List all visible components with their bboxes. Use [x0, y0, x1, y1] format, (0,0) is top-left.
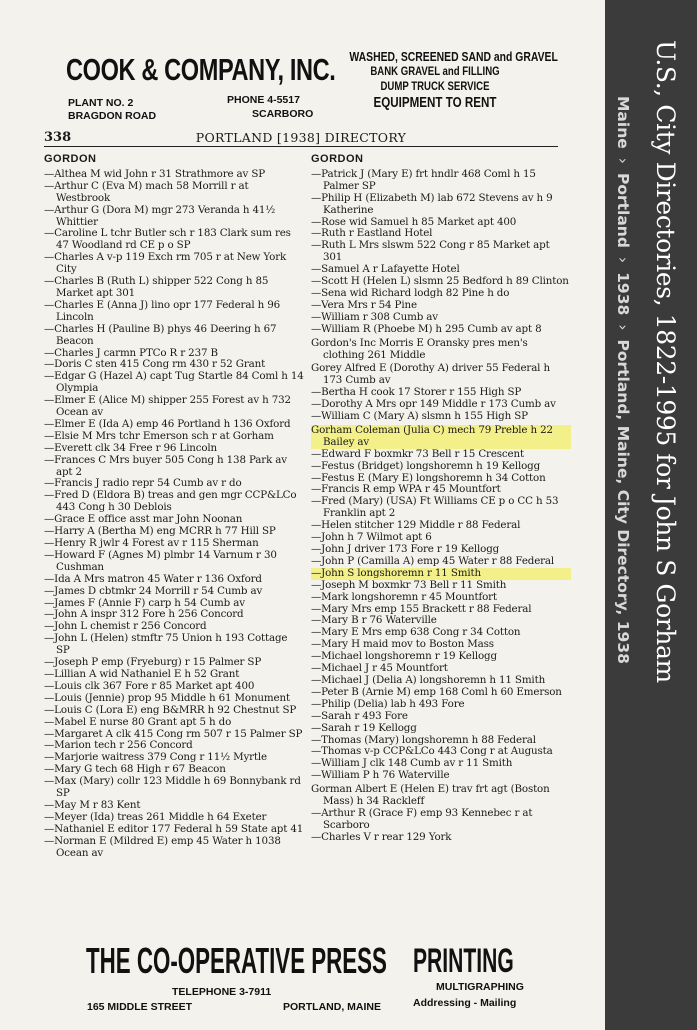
directory-entry: —Louis C (Lora E) eng B&MRR h 92 Chestnut SP [44, 703, 297, 716]
right-column [311, 154, 571, 844]
ad-address: 165 MIDDLE STREET [87, 1001, 193, 1013]
ad-printing: PRINTING [413, 942, 514, 980]
ad-press-name: THE CO-OPERATIVE PRESS [86, 940, 387, 981]
left-column [44, 154, 304, 859]
directory-entry: —Frances C Mrs buyer 505 Cong h 138 Park av apt 2 [44, 453, 287, 478]
breadcrumb [614, 96, 632, 664]
ad-service-line-4: EQUIPMENT TO RENT [373, 95, 497, 111]
directory-entry: —John L (Helen) stmftr 75 Union h 193 Cottage SP [44, 632, 288, 657]
ad-services: Addressing - Mailing [413, 997, 517, 1009]
directory-entry: —John S longshoremn r 11 Smith [311, 568, 571, 580]
directory-entry: —Elmer E (Ida A) emp 46 Portland h 136 Oxford [44, 417, 291, 430]
directory-entry: —Grace E office asst mar John Noonan [44, 513, 243, 526]
directory-entry: —Joseph M boxmkr 73 Bell r 11 Smith [311, 578, 507, 591]
breadcrumb-item-state[interactable]: Maine [614, 96, 632, 149]
directory-entry: —Charles B (Ruth L) shipper 522 Cong h 85 Market apt 301 [44, 275, 269, 299]
directory-entry: —Howard F (Agnes M) plmbr 14 Varnum r 30 Cushman [44, 548, 277, 573]
ad-road: BRAGDON ROAD [68, 110, 157, 122]
chevron-right-icon: › [614, 324, 632, 331]
directory-entry: —Mary H maid mov to Boston Mass [311, 638, 494, 651]
directory-entry: —Dorothy A Mrs opr 149 Middle r 173 Cumb av [311, 398, 556, 411]
directory-entry: —Margaret A clk 415 Cong rm 507 r 15 Palmer SP [44, 727, 303, 740]
column-heading: GORDON [44, 153, 97, 165]
directory-entry: —William R (Phoebe M) h 295 Cumb av apt 8 [311, 322, 542, 335]
directory-entry: —Charles J carmn PTCo R r 237 B [44, 346, 218, 359]
directory-entry: —Thomas v-p CCP&LCo 443 Cong r at Augusta [311, 745, 553, 758]
directory-entry: —Scott H (Helen L) slsmn 25 Bedford h 89 Clinton [311, 275, 569, 288]
ad-plant: PLANT NO. 2 [68, 97, 134, 109]
directory-entry: —Rose wid Samuel h 85 Market apt 400 [311, 215, 517, 228]
breadcrumb-item-city[interactable]: Portland [614, 172, 632, 248]
directory-entry: —John J driver 173 Fore r 19 Kellogg [311, 543, 500, 555]
directory-entry: —Arthur R (Grace F) emp 93 Kennebec r at Scarboro [311, 806, 533, 831]
directory-entry: —James F (Annie F) carp h 54 Cumb av [44, 596, 245, 609]
running-head [44, 126, 558, 147]
directory-entry: —Althea M wid John r 31 Strathmore av SP [44, 167, 266, 180]
ad-phone: PHONE 4-5517 [227, 94, 300, 106]
left-entry-list [44, 169, 304, 860]
directory-entry: —Norman E (Mildred E) emp 45 Water h 1038 Ocean av [44, 834, 281, 859]
directory-entry: —May M r 83 Kent [44, 798, 141, 811]
directory-entry: —Mary E Mrs emp 638 Cong r 34 Cotton [311, 626, 521, 639]
directory-entry: —Patrick J (Mary E) frt hndlr 468 Coml h 15 Palmer SP [311, 167, 536, 192]
directory-entry: —William C (Mary A) slsmn h 155 High SP [311, 410, 528, 423]
directory-entry: —Elsie M Mrs tchr Emerson sch r at Gorham [44, 429, 274, 442]
directory-entry: —Charles E (Anna J) lino opr 177 Federal h 96 Lincoln [44, 298, 280, 323]
directory-entry: —Festus (Bridget) longshoremn h 19 Kellogg [311, 459, 541, 472]
directory-entry: —Peter B (Arnie M) emp 168 Coml h 60 Emerson [311, 685, 562, 698]
directory-entry: Gorman Albert E (Helen E) trav frt agt (Boston Mass) h 34 Rackleff [311, 783, 550, 808]
directory-entry: Gordon's Inc Morris E Oransky pres men's clothing 261 Middle [311, 336, 528, 361]
ad-services [328, 49, 558, 112]
directory-entry: —Sarah r 19 Kellogg [311, 721, 417, 734]
directory-entry: —Marjorie waitress 379 Cong r 11½ Myrtle [44, 751, 267, 764]
chevron-right-icon: › [614, 256, 632, 264]
directory-entry: —James D cbtmkr 24 Morrill r 54 Cumb av [44, 584, 263, 597]
directory-entry: —Philip (Delia) lab h 493 Fore [311, 697, 465, 710]
directory-entry: —Henry R jwlr 4 Forest av r 115 Sherman [44, 537, 259, 549]
directory-entry: —Michael J r 45 Mountfort [311, 662, 448, 675]
directory-entry: —Charles H (Pauline B) phys 46 Deering h 67 Beacon [44, 322, 277, 347]
directory-entry: —Sena wid Richard lodgh 82 Pine h do [311, 286, 510, 299]
directory-entry: —Louis clk 367 Fore r 85 Market apt 400 [44, 679, 255, 692]
right-entry-list [311, 169, 571, 844]
ad-town: SCARBORO [252, 108, 314, 120]
directory-entry: —Helen stitcher 129 Middle r 88 Federal [311, 519, 521, 532]
ad-service-line-3: DUMP TRUCK SERVICE [380, 79, 490, 93]
directory-entry: —Fred D (Eldora B) treas and gen mgr CCP&LCo 443 Cong h 30 Deblois [44, 489, 297, 514]
directory-entry: —Mary Mrs emp 155 Brackett r 88 Federal [311, 602, 532, 615]
directory-entry: —John h 7 Wilmot apt 6 [311, 531, 432, 544]
directory-entry: —Ruth r Eastland Hotel [311, 227, 433, 240]
directory-entry: —Ruth L Mrs slswm 522 Cong r 85 Market apt 301 [311, 239, 550, 264]
directory-entry: —Charles A v-p 119 Exch rm 705 r at New York City [44, 251, 287, 276]
page-number: 338 [44, 130, 72, 145]
top-advertisement [0, 0, 605, 128]
directory-entry: —Charles V r rear 129 York [311, 830, 452, 843]
directory-entry: —Arthur C (Eva M) mach 58 Morrill r at Westbrook [44, 179, 249, 204]
directory-entry: —Mary B r 76 Waterville [311, 614, 437, 627]
directory-entry: —Edgar G (Hazel A) capt Tug Startle 84 Coml h 14 Olympia [44, 370, 304, 395]
column-heading: GORDON [311, 153, 364, 165]
directory-entry: —Festus E (Mary E) longshoremn h 34 Cotton [311, 471, 546, 484]
directory-entry: —Mabel E nurse 80 Grant apt 5 h do [44, 715, 232, 728]
breadcrumb-item-directory[interactable]: Portland, Maine, City Directory, 1938 [614, 339, 632, 664]
directory-entry: —Fred (Mary) (USA) Ft Williams CE p o CC h 53 Franklin apt 2 [311, 495, 559, 520]
directory-entry: —Francis R emp WPA r 45 Mountfort [311, 483, 501, 496]
directory-entry: —Vera Mrs r 54 Pine [311, 298, 417, 311]
directory-entry: Gorey Alfred E (Dorothy A) driver 55 Federal h 173 Cumb av [311, 362, 550, 387]
directory-entry: —Joseph P emp (Fryeburg) r 15 Palmer SP [44, 656, 262, 669]
bottom-advertisement [0, 940, 605, 1030]
chevron-right-icon: › [614, 157, 632, 164]
directory-entry: —Doris C sten 415 Cong rm 430 r 52 Grant [44, 358, 266, 371]
directory-entry: —Mary G tech 68 High r 67 Beacon [44, 763, 226, 776]
directory-entry: —Michael longshoremn r 19 Kellogg [311, 650, 497, 663]
directory-entry: —Marion tech r 256 Concord [44, 739, 193, 752]
directory-entry: —Louis (Jennie) prop 95 Middle h 61 Monument [44, 691, 290, 704]
directory-entry: —Elmer E (Alice M) shipper 255 Forest av h 732 Ocean av [44, 394, 291, 419]
directory-entry: —Nathaniel E editor 177 Federal h 59 State apt 41 [44, 822, 304, 835]
ad-company-name: COOK & COMPANY, INC. [66, 52, 336, 87]
ad-multigraphing: MULTIGRAPHING [436, 981, 524, 993]
directory-entry: —Thomas (Mary) longshoremn h 88 Federal [311, 733, 536, 746]
directory-entry: Gorham Coleman (Julia C) mech 79 Preble h 22 Bailey av [311, 425, 571, 449]
directory-entry: —Samuel A r Lafayette Hotel [311, 263, 460, 276]
directory-entry: —Max (Mary) collr 123 Middle h 69 Bonnybank rd SP [44, 775, 301, 800]
directory-entry: —William J clk 148 Cumb av r 11 Smith [311, 757, 513, 770]
directory-entry: —William r 308 Cumb av [311, 310, 438, 323]
directory-entry: —Philip H (Elizabeth M) lab 672 Stevens av h 9 Katherine [311, 191, 553, 216]
directory-entry: —John A inspr 312 Fore h 256 Concord [44, 608, 244, 621]
directory-entry: —Arthur G (Dora M) mgr 273 Veranda h 41½ Whittier [44, 203, 276, 228]
directory-entry: —William P h 76 Waterville [311, 769, 450, 782]
directory-entry: —Mark longshoremn r 45 Mountfort [311, 590, 497, 603]
directory-entry: —Sarah r 493 Fore [311, 709, 408, 722]
directory-entry: —Lillian A wid Nathaniel E h 52 Grant [44, 667, 240, 680]
page-header-title: PORTLAND [1938] DIRECTORY [195, 130, 407, 145]
collection-title: U.S., City Directories, 1822-1995 for John S Gorham [651, 40, 680, 683]
directory-entry: —Bertha H cook 17 Storer r 155 High SP [311, 386, 522, 399]
directory-entry: —Harry A (Bertha M) eng MCRR h 77 Hill SP [44, 525, 276, 538]
ad-telephone: TELEPHONE 3-7911 [172, 986, 272, 998]
ad-service-line-1: WASHED, SCREENED SAND and GRAVEL [349, 49, 558, 64]
ad-service-line-2: BANK GRAVEL and FILLING [370, 64, 500, 78]
directory-entry: —Michael J (Delia A) longshoremn h 11 Smith [311, 673, 546, 686]
directory-entry: —Meyer (Ida) treas 261 Middle h 64 Exeter [44, 810, 267, 823]
directory-entry: —Caroline L tchr Butler sch r 183 Clark sum res 47 Woodland rd CE p o SP [44, 227, 291, 252]
directory-entry: —Everett clk 34 Free r 96 Lincoln [44, 441, 218, 454]
breadcrumb-item-year[interactable]: 1938 [614, 272, 632, 316]
directory-entry: —Ida A Mrs matron 45 Water r 136 Oxford [44, 572, 262, 585]
directory-entry: —Edward F boxmkr 73 Bell r 15 Crescent [311, 447, 524, 460]
directory-entry: —Francis J radio repr 54 Cumb av r do [44, 477, 242, 490]
directory-entry: —John L chemist r 256 Concord [44, 620, 207, 633]
directory-entry: —John P (Camilla A) emp 45 Water r 88 Federal [311, 554, 555, 567]
ad-city: PORTLAND, MAINE [283, 1001, 381, 1013]
